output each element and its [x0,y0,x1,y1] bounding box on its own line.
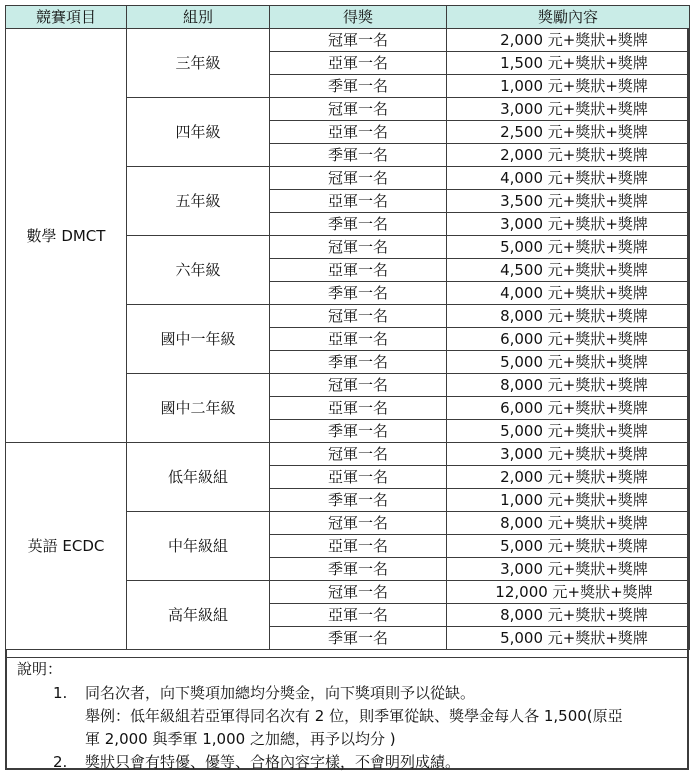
award-cell: 季軍一名 [270,282,447,305]
reward-cell: 5,000 元+獎狀+獎牌 [447,627,690,650]
table-row [6,443,690,466]
group-cell: 國中二年級 [127,374,270,443]
reward-cell: 3,500 元+獎狀+獎牌 [447,190,690,213]
event-cell: 數學 DMCT [6,29,127,443]
reward-cell: 4,000 元+獎狀+獎牌 [447,167,690,190]
award-cell: 季軍一名 [270,144,447,167]
header-group: 組別 [127,6,270,29]
event-cell: 英語 ECDC [6,443,127,650]
award-cell: 冠軍一名 [270,443,447,466]
note-number: 2. [53,753,68,771]
group-cell: 國中一年級 [127,305,270,374]
award-cell: 亞軍一名 [270,328,447,351]
award-cell: 亞軍一名 [270,604,447,627]
notes-section [5,657,689,770]
award-cell: 冠軍一名 [270,29,447,52]
reward-cell: 3,000 元+獎狀+獎牌 [447,558,690,581]
reward-cell: 3,000 元+獎狀+獎牌 [447,213,690,236]
award-cell: 季軍一名 [270,558,447,581]
reward-cell: 2,000 元+獎狀+獎牌 [447,466,690,489]
table-row [6,29,690,52]
reward-cell: 12,000 元+獎狀+獎牌 [447,581,690,604]
awards-body [6,29,690,650]
award-cell: 冠軍一名 [270,167,447,190]
award-cell: 冠軍一名 [270,581,447,604]
award-cell: 冠軍一名 [270,305,447,328]
group-cell: 中年級組 [127,512,270,581]
group-cell: 四年級 [127,98,270,167]
award-cell: 冠軍一名 [270,512,447,535]
award-cell: 亞軍一名 [270,397,447,420]
reward-cell: 4,500 元+獎狀+獎牌 [447,259,690,282]
group-cell: 五年級 [127,167,270,236]
note-item-1 [53,682,475,705]
reward-cell: 4,000 元+獎狀+獎牌 [447,282,690,305]
award-cell: 季軍一名 [270,627,447,650]
award-cell: 季軍一名 [270,213,447,236]
reward-cell: 1,500 元+獎狀+獎牌 [447,52,690,75]
reward-cell: 1,000 元+獎狀+獎牌 [447,489,690,512]
award-cell: 季軍一名 [270,351,447,374]
reward-cell: 2,000 元+獎狀+獎牌 [447,144,690,167]
group-cell: 三年級 [127,29,270,98]
note-text: 同名次者，向下獎項加總均分獎金，向下獎項則予以從缺。 [85,684,476,702]
reward-cell: 6,000 元+獎狀+獎牌 [447,397,690,420]
group-cell: 低年級組 [127,443,270,512]
reward-cell: 1,000 元+獎狀+獎牌 [447,75,690,98]
group-cell: 六年級 [127,236,270,305]
group-cell: 高年級組 [127,581,270,650]
header-award: 得獎 [270,6,447,29]
header-event: 競賽項目 [6,6,127,29]
reward-cell: 5,000 元+獎狀+獎牌 [447,420,690,443]
reward-cell: 8,000 元+獎狀+獎牌 [447,374,690,397]
reward-cell: 2,500 元+獎狀+獎牌 [447,121,690,144]
note-example-line: 軍 2,000 與季軍 1,000 之加總，再予以均分 ) [85,730,396,748]
award-cell: 亞軍一名 [270,52,447,75]
notes-title: 說明： [17,660,63,678]
header-row [6,6,690,29]
reward-cell: 8,000 元+獎狀+獎牌 [447,604,690,627]
award-cell: 亞軍一名 [270,466,447,489]
award-cell: 季軍一名 [270,75,447,98]
reward-cell: 2,000 元+獎狀+獎牌 [447,29,690,52]
note-example-line: 舉例：低年級組若亞軍得同名次有 2 位，則季軍從缺、獎學金每人各 1,500(原亞 [85,707,623,725]
reward-cell: 5,000 元+獎狀+獎牌 [447,351,690,374]
reward-cell: 5,000 元+獎狀+獎牌 [447,535,690,558]
note-number: 1. [53,684,68,702]
award-cell: 冠軍一名 [270,98,447,121]
award-cell: 亞軍一名 [270,121,447,144]
reward-cell: 8,000 元+獎狀+獎牌 [447,512,690,535]
award-cell: 亞軍一名 [270,190,447,213]
award-cell: 冠軍一名 [270,374,447,397]
note-text: 獎狀只會有特優、優等、合格內容字樣，不會明列成績。 [85,753,461,771]
award-cell: 亞軍一名 [270,259,447,282]
reward-cell: 8,000 元+獎狀+獎牌 [447,305,690,328]
awards-table [5,5,690,650]
award-cell: 冠軍一名 [270,236,447,259]
award-cell: 季軍一名 [270,489,447,512]
award-cell: 季軍一名 [270,420,447,443]
reward-cell: 3,000 元+獎狀+獎牌 [447,443,690,466]
reward-cell: 3,000 元+獎狀+獎牌 [447,98,690,121]
note-item-2 [53,751,460,774]
header-reward: 獎勵內容 [447,6,690,29]
reward-cell: 5,000 元+獎狀+獎牌 [447,236,690,259]
reward-cell: 6,000 元+獎狀+獎牌 [447,328,690,351]
award-cell: 亞軍一名 [270,535,447,558]
